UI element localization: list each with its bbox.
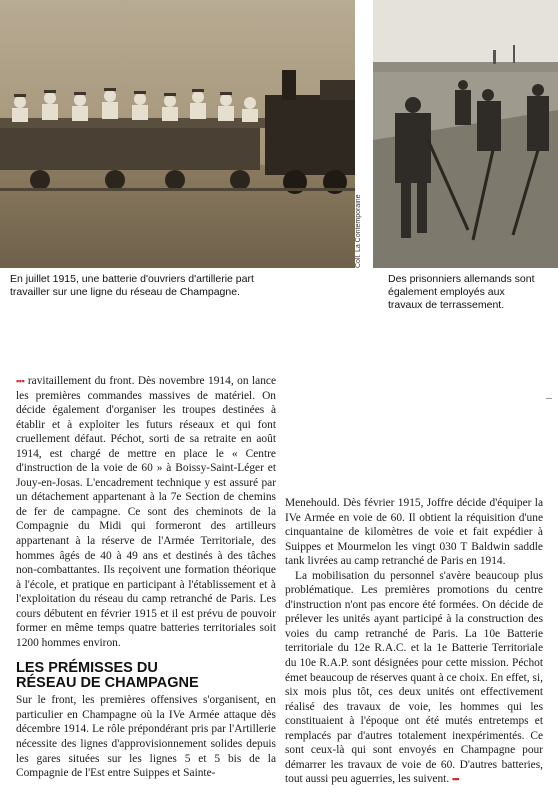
intro-text: ravitaillement du front. Dès novembre 1914, on lance les premières commandes massives de matériel. On décide également d'organiser les troupes destinées à établir et à exploiter les futurs réseaux et qui font cruellement défaut. Péchot, sorti de sa retraite en août 1914, est chargé de mettre en place le « Centre d'instruction de la voie de 60 » à Boissy-Saint-Léger et Jouy-en-Josas. L'encadrement technique y est assuré par un détachement appartenant à la 7e Section de chemins de fer de campagne. Ce sont des cheminots de la Compagnie du Midi qui formeront des artilleurs appartenant à la réserve de l'Armée Territoriale, des hommes âgés de 40 à 49 ans et destinés à des tâches non-combattantes. Ils reçoivent une formation théorique à l'école, et pratique en participant à l'établissement et à l'exploitation du réseau du camp retranché de Paris. Les cours débutent en février 1915 et il est prévu de pouvoir former en même temps quatre batteries territoriales soit 1200 hommes environ. bbox=[16, 375, 276, 649]
paragraph-right-2 bbox=[285, 569, 543, 787]
section-heading bbox=[16, 661, 276, 691]
paragraph-section: Sur le front, les premières offensives s'organisent, en particulier en Champagne où la IVe Armée attaque dès décembre 1914. Le rôle prépondérant pris par l'Artillerie nécessite des lignes d'approvisionnement solides depuis les gares situées sur les lignes 5 et 5 bis de la Compagnie de l'Est entre Suippes et Sainte- bbox=[16, 694, 276, 780]
section-heading-line2: RÉSEAU DE CHAMPAGNE bbox=[16, 675, 199, 692]
photo-prisoners-digging bbox=[373, 0, 558, 268]
article-column-right bbox=[285, 496, 543, 787]
photo-credit: Coll. La Contemporaine bbox=[355, 194, 362, 268]
caption-right: Des prisonniers allemands sont également employés aux travaux de terrassement. bbox=[388, 273, 535, 311]
section-heading-line1: LES PRÉMISSES DU bbox=[16, 660, 158, 677]
margin-mark bbox=[546, 398, 552, 399]
paragraph-right-2-text: La mobilisation du personnel s'avère beaucoup plus problématique. Les premières promotions du centre d'instruction n'ont pas encore été formées. On décide de prélever les unités ayant participé à la construction des voies du camp retranché de Paris. La 10e Batterie territoriale du 12e R.A.C. et la 1e Batterie Territoriale du 10e R.A.P. sont désignées pour cette mission. Péchot émet beaucoup de réserves quant à ce choix. En effet, si, six mois plus tôt, ces deux unités ont effectivement réalisé des travaux de voie, les hommes qui les constituaient à l'époque ont été mutés entretemps et remplacés par d'autres totalement inexpérimentés. Ce sont ceux-là qui sont envoyés en Champagne pour démarrer les travaux de voie de 60. D'autres batteries, tout aussi peu aguerries, les suivent. bbox=[285, 569, 543, 786]
end-marker: ▪▪▪ bbox=[452, 774, 459, 785]
photo-soldiers-on-train bbox=[0, 0, 355, 268]
caption-left: En juillet 1915, une batterie d'ouvriers d'artillerie part travailler sur une ligne du réseau de Champagne. bbox=[10, 273, 254, 298]
continuation-marker: ▪▪▪ bbox=[16, 376, 25, 386]
article-column-left bbox=[16, 374, 276, 781]
paragraph-right-1: Menehould. Dès février 1915, Joffre décide d'équiper la IVe Armée en voie de 60. Il obtient la réquisition d'une cinquantaine de kilomètres de voie et fait expédier à Suippes et Mourmelon les vingt 030 T Baldwin saddle tank livrées au camp retranché de Paris en 1914. bbox=[285, 497, 543, 568]
paragraph-intro bbox=[16, 374, 276, 650]
